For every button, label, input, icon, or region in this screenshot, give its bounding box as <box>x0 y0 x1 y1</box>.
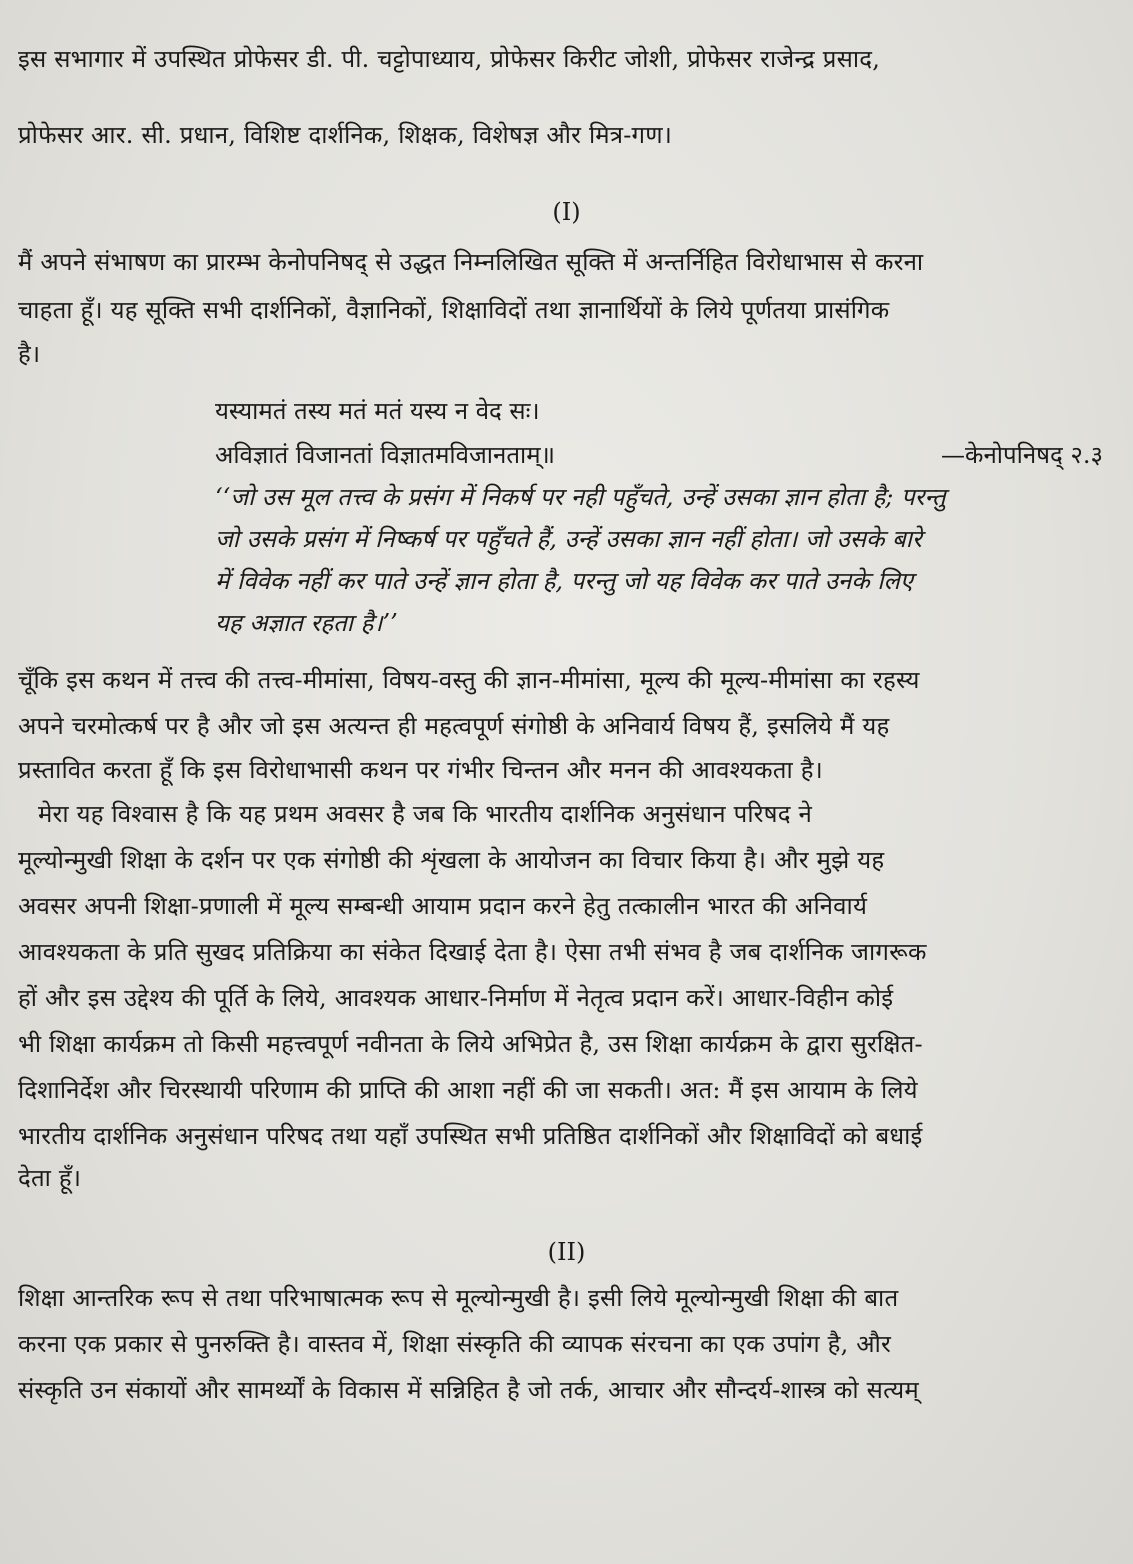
section-1-para-3-line-6: भी शिक्षा कार्यक्रम तो किसी महत्त्वपूर्ण नवीनता के लिये अभिप्रेत है, उस शिक्षा कार्यक्रम के द्वारा सुरक्षित- <box>18 1030 923 1058</box>
section-1-para-3-line-3: अवसर अपनी शिक्षा-प्रणाली में मूल्य सम्बन्धी आयाम प्रदान करने हेतु तत्कालीन भारत की अनिवार्य <box>18 892 868 920</box>
section-2-heading: (II) <box>547 1238 586 1266</box>
section-1-para-3-line-2: मूल्योन्मुखी शिक्षा के दर्शन पर एक संगोष्ठी की शृंखला के आयोजन का विचार किया है। और मुझे यह <box>18 846 885 874</box>
section-1-para-3-line-8: भारतीय दार्शनिक अनुसंधान परिषद तथा यहाँ उपस्थित सभी प्रतिष्ठित दार्शनिकों और शिक्षाविदों को बधाई <box>18 1122 923 1150</box>
section-1-para-3-line-9: देता हूँ। <box>18 1164 82 1192</box>
intro-line-1: इस सभागार में उपस्थित प्रोफेसर डी. पी. चट्टोपाध्याय, प्रोफेसर किरीट जोशी, प्रोफेसर राजेन्द्र प्रसाद, <box>18 45 881 73</box>
section-1-para-2-line-2: अपने चरमोत्कर्ष पर है और जो इस अत्यन्त ही महत्वपूर्ण संगोष्ठी के अनिवार्य विषय हैं, इसलिये मैं यह <box>18 712 890 740</box>
quote-line-2: जो उसके प्रसंग में निष्कर्ष पर पहुँचते हैं, उन्हें उसका ज्ञान नहीं होता। जो उसके बारे <box>215 525 922 553</box>
section-2-para-1-line-2: करना एक प्रकार से पुनरुक्ति है। वास्तव में, शिक्षा संस्कृति की व्यापक संरचना का एक उपांग है, और <box>18 1330 892 1358</box>
section-1-para-3-line-7: दिशानिर्देश और चिरस्थायी परिणाम की प्राप्ति की आशा नहीं की जा सकती। अत: मैं इस आयाम के लिये <box>18 1076 918 1104</box>
section-2-para-1-line-1: शिक्षा आन्तरिक रूप से तथा परिभाषात्मक रूप से मूल्योन्मुखी है। इसी लिये मूल्योन्मुखी शिक्षा की बात <box>18 1284 899 1312</box>
section-1-para-3-line-5: हों और इस उद्देश्य की पूर्ति के लिये, आवश्यक आधार-निर्माण में नेतृत्व प्रदान करें। आधार-विहीन कोई <box>18 984 894 1012</box>
section-1-heading: (I) <box>552 198 581 226</box>
quote-line-4: यह अज्ञात रहता है।’’ <box>215 609 398 637</box>
section-1-para-1-line-3: है। <box>18 340 41 368</box>
section-2-para-1-line-3: संस्कृति उन संकायों और सामर्थ्यों के विकास में सन्निहित है जो तर्क, आचार और सौन्दर्य-शास्त्र को सत्यम् <box>18 1376 919 1404</box>
quote-line-1: ‘‘जो उस मूल तत्त्व के प्रसंग में निकर्ष पर नही पहुँचते, उन्हें उसका ज्ञान होता है; परन्तु <box>215 483 946 511</box>
section-1-para-3-line-4: आवश्यकता के प्रति सुखद प्रतिक्रिया का संकेत दिखाई देता है। ऐसा तभी संभव है जब दार्शनिक जागरूक <box>18 938 927 966</box>
section-1-para-3-line-1: मेरा यह विश्वास है कि यह प्रथम अवसर है जब कि भारतीय दार्शनिक अनुसंधान परिषद ने <box>38 800 812 828</box>
verse-line-1: यस्यामतं तस्य मतं मतं यस्य न वेद सः। <box>215 397 540 425</box>
section-1-para-1-line-1: मैं अपने संभाषण का प्रारम्भ केनोपनिषद् से उद्धत निम्नलिखित सूक्ति में अन्तर्निहित विरोधाभास से करना <box>18 248 924 276</box>
verse-reference: —केनोपनिषद् २.३ <box>941 441 1103 469</box>
quote-line-3: में विवेक नहीं कर पाते उन्हें ज्ञान होता है, परन्तु जो यह विवेक कर पाते उनके लिए <box>215 567 914 595</box>
section-1-para-2-line-1: चूँकि इस कथन में तत्त्व की तत्त्व-मीमांसा, विषय-वस्तु की ज्ञान-मीमांसा, मूल्य की मूल्य-मीमांसा का रहस्य <box>18 666 920 694</box>
intro-line-2: प्रोफेसर आर. सी. प्रधान, विशिष्ट दार्शनिक, शिक्षक, विशेषज्ञ और मित्र-गण। <box>18 121 673 149</box>
section-1-para-2-line-3: प्रस्तावित करता हूँ कि इस विरोधाभासी कथन पर गंभीर चिन्तन और मनन की आवश्यकता है। <box>18 756 823 784</box>
section-1-para-1-line-2: चाहता हूँ। यह सूक्ति सभी दार्शनिकों, वैज्ञानिकों, शिक्षाविदों तथा ज्ञानार्थियों के लिये पूर्णतया प्रासंगिक <box>18 296 890 324</box>
verse-line-2: अविज्ञातं विजानतां विज्ञातमविजानताम्॥ <box>215 441 555 469</box>
